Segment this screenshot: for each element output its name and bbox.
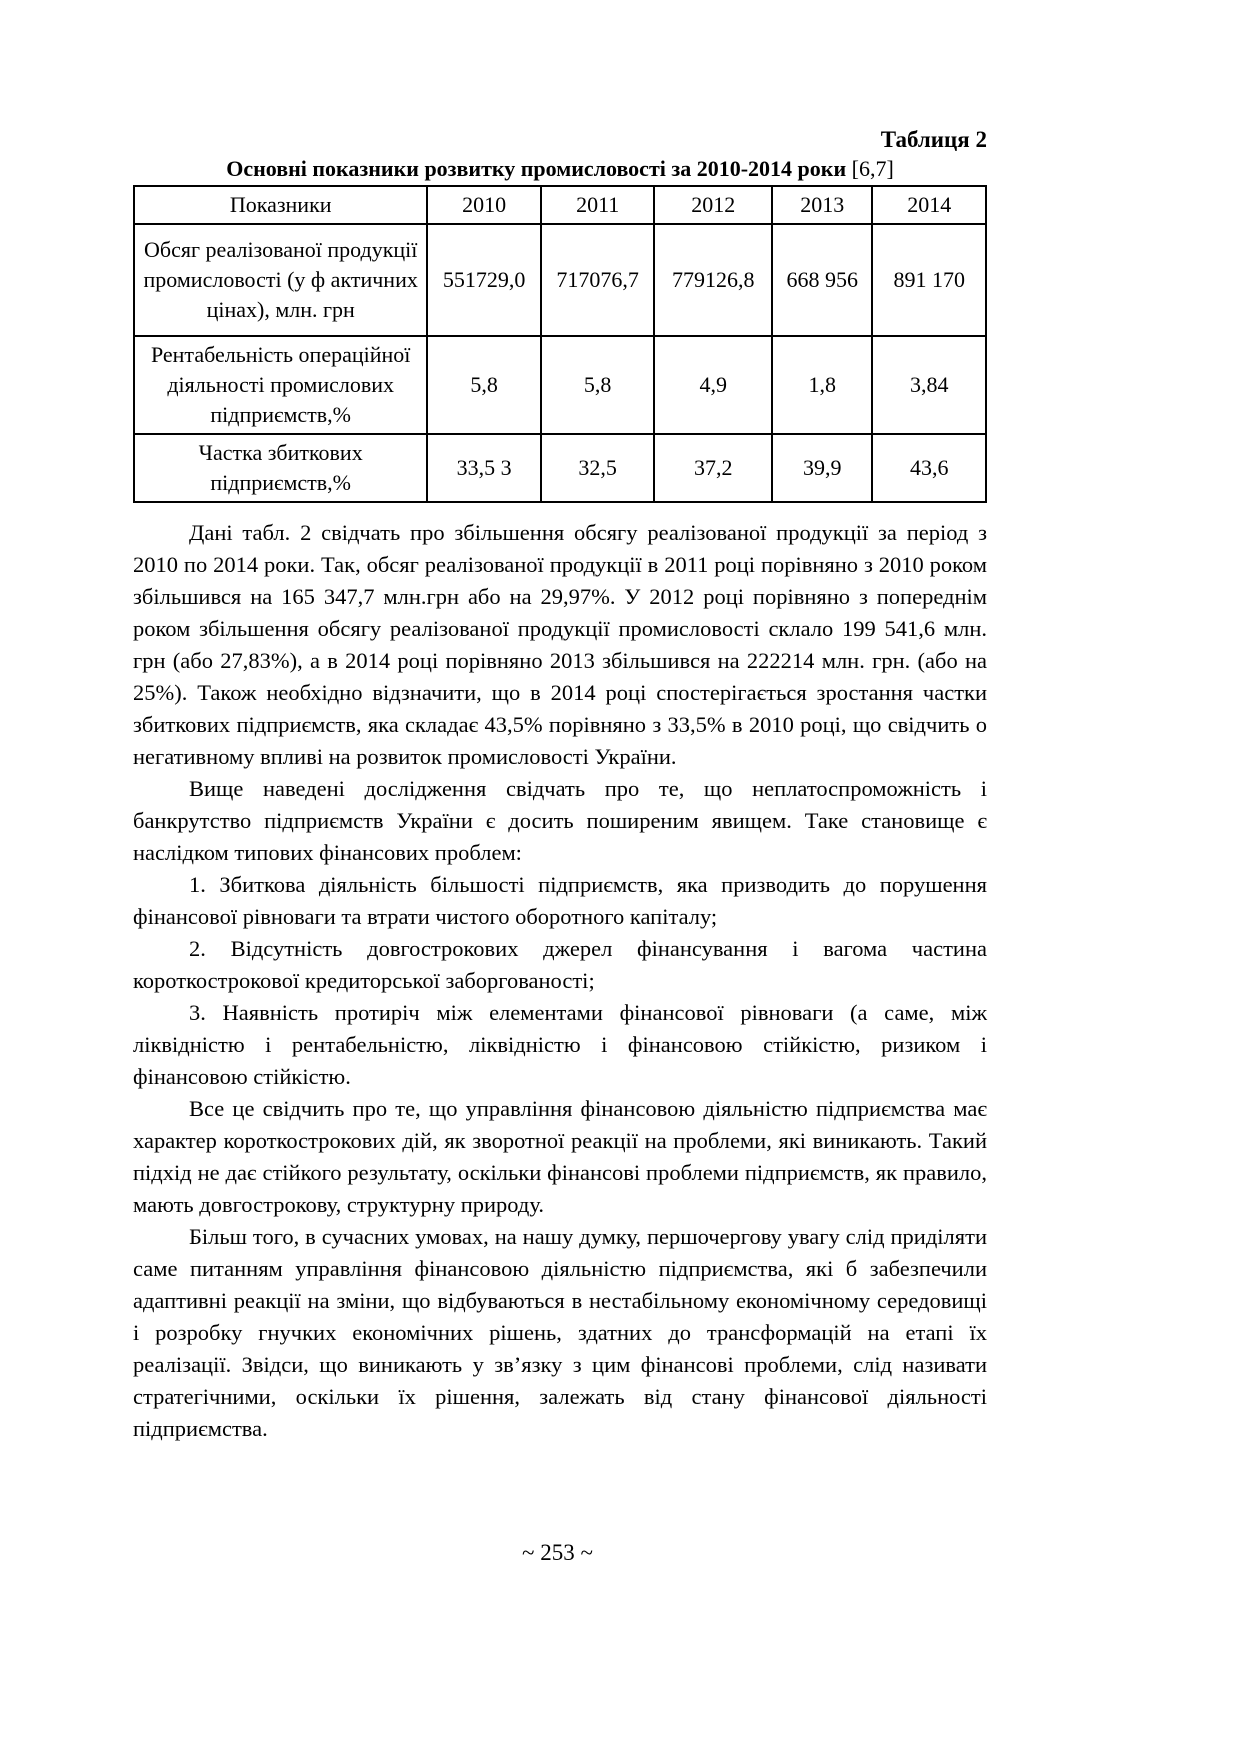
table-caption-reference: [6,7] [851,156,894,181]
column-header-2012: 2012 [654,186,772,224]
column-header-2013: 2013 [772,186,872,224]
value-cell: 37,2 [654,434,772,502]
column-header-2010: 2010 [427,186,541,224]
table-row [134,224,986,336]
value-cell: 43,6 [872,434,986,502]
paragraph: Дані табл. 2 свідчать про збільшення обсягу реалізованої продукції за період з 2010 по 2014 роки. Так, обсяг реалізованої продукції в 2011 році порівняно з 2010 роком збільшився на 165 347,7 млн.грн або на 29,97%. У 2012 році порівняно з попереднім роком збільшення обсягу реалізованої продукції промисловості склало 199 541,6 млн. грн (або 27,83%), а в 2014 році порівняно 2013 збільшився на 222214 млн. грн. (або на 25%). Також необхідно відзначити, що в 2014 році спостерігається зростання частки збиткових підприємств, яка складає 43,5% порівняно з 33,5% в 2010 році, що свідчить о негативному впливі на розвиток промисловості України. [133,520,987,769]
paragraph: Вище наведені дослідження свідчать про те, що неплатоспроможність і банкрутство підприємств України є досить поширеним явищем. Таке становище є наслідком типових фінансових проблем: [133,776,987,865]
column-header-indicators: Показники [134,186,427,224]
indicators-table [133,185,987,503]
value-cell: 717076,7 [541,224,655,336]
value-cell: 668 956 [772,224,872,336]
column-header-2014: 2014 [872,186,986,224]
paragraph: Все це свідчить про те, що управління фінансовою діяльністю підприємства має характер короткострокових дій, як зворотної реакції на проблеми, які виникають. Такий підхід не дає стійкого результату, оскільки фінансові проблеми підприємств, як правило, мають довгострокову, структурну природу. [133,1096,987,1217]
paragraph: 1. Збиткова діяльність більшості підприємств, яка призводить до порушення фінансової рівноваги та втрати чистого оборотного капіталу; [133,872,987,929]
row-label: Рентабельність операційної діяльності промислових підприємств,% [134,336,427,434]
paragraph: 3. Наявність протиріч між елементами фінансової рівноваги (а саме, між ліквідністю і рентабельністю, ліквідністю і фінансовою стійкістю, ризиком і фінансовою стійкістю. [133,1000,987,1089]
body-text [133,517,987,1445]
table-row [134,434,986,502]
table-caption-text: Основні показники розвитку промисловості за 2010-2014 роки [226,156,847,181]
page-number: ~ 253 ~ [522,1540,593,1565]
paragraph: 2. Відсутність довгострокових джерел фінансування і вагома частина короткострокової кредиторської заборгованості; [133,936,987,993]
value-cell: 33,5 3 [427,434,541,502]
value-cell: 3,84 [872,336,986,434]
column-header-2011: 2011 [541,186,655,224]
table-caption [133,155,987,182]
value-cell: 551729,0 [427,224,541,336]
table-label: Таблиця 2 [880,127,987,152]
paragraph: Більш того, в сучасних умовах, на нашу думку, першочергову увагу слід приділяти саме питанням управління фінансовою діяльністю підприємства, які б забезпечили адаптивні реакції на зміни, що відбуваються в нестабільному економічному середовищі і розробку гнучких економічних рішень, здатних до трансформацій на етапі їх реалізації. Звідси, що виникають у зв’язку з цим фінансові проблеми, слід називати стратегічними, оскільки їх рішення, залежать від стану фінансової діяльності підприємства. [133,1224,987,1441]
table-row [134,336,986,434]
value-cell: 32,5 [541,434,655,502]
value-cell: 5,8 [427,336,541,434]
value-cell: 779126,8 [654,224,772,336]
row-label: Частка збиткових підприємств,% [134,434,427,502]
value-cell: 1,8 [772,336,872,434]
value-cell: 4,9 [654,336,772,434]
document-page [133,126,987,1445]
table-header-row [134,186,986,224]
value-cell: 5,8 [541,336,655,434]
row-label: Обсяг реалізованої продукції промисловості (у ф актичних цінах), млн. грн [134,224,427,336]
value-cell: 891 170 [872,224,986,336]
value-cell: 39,9 [772,434,872,502]
